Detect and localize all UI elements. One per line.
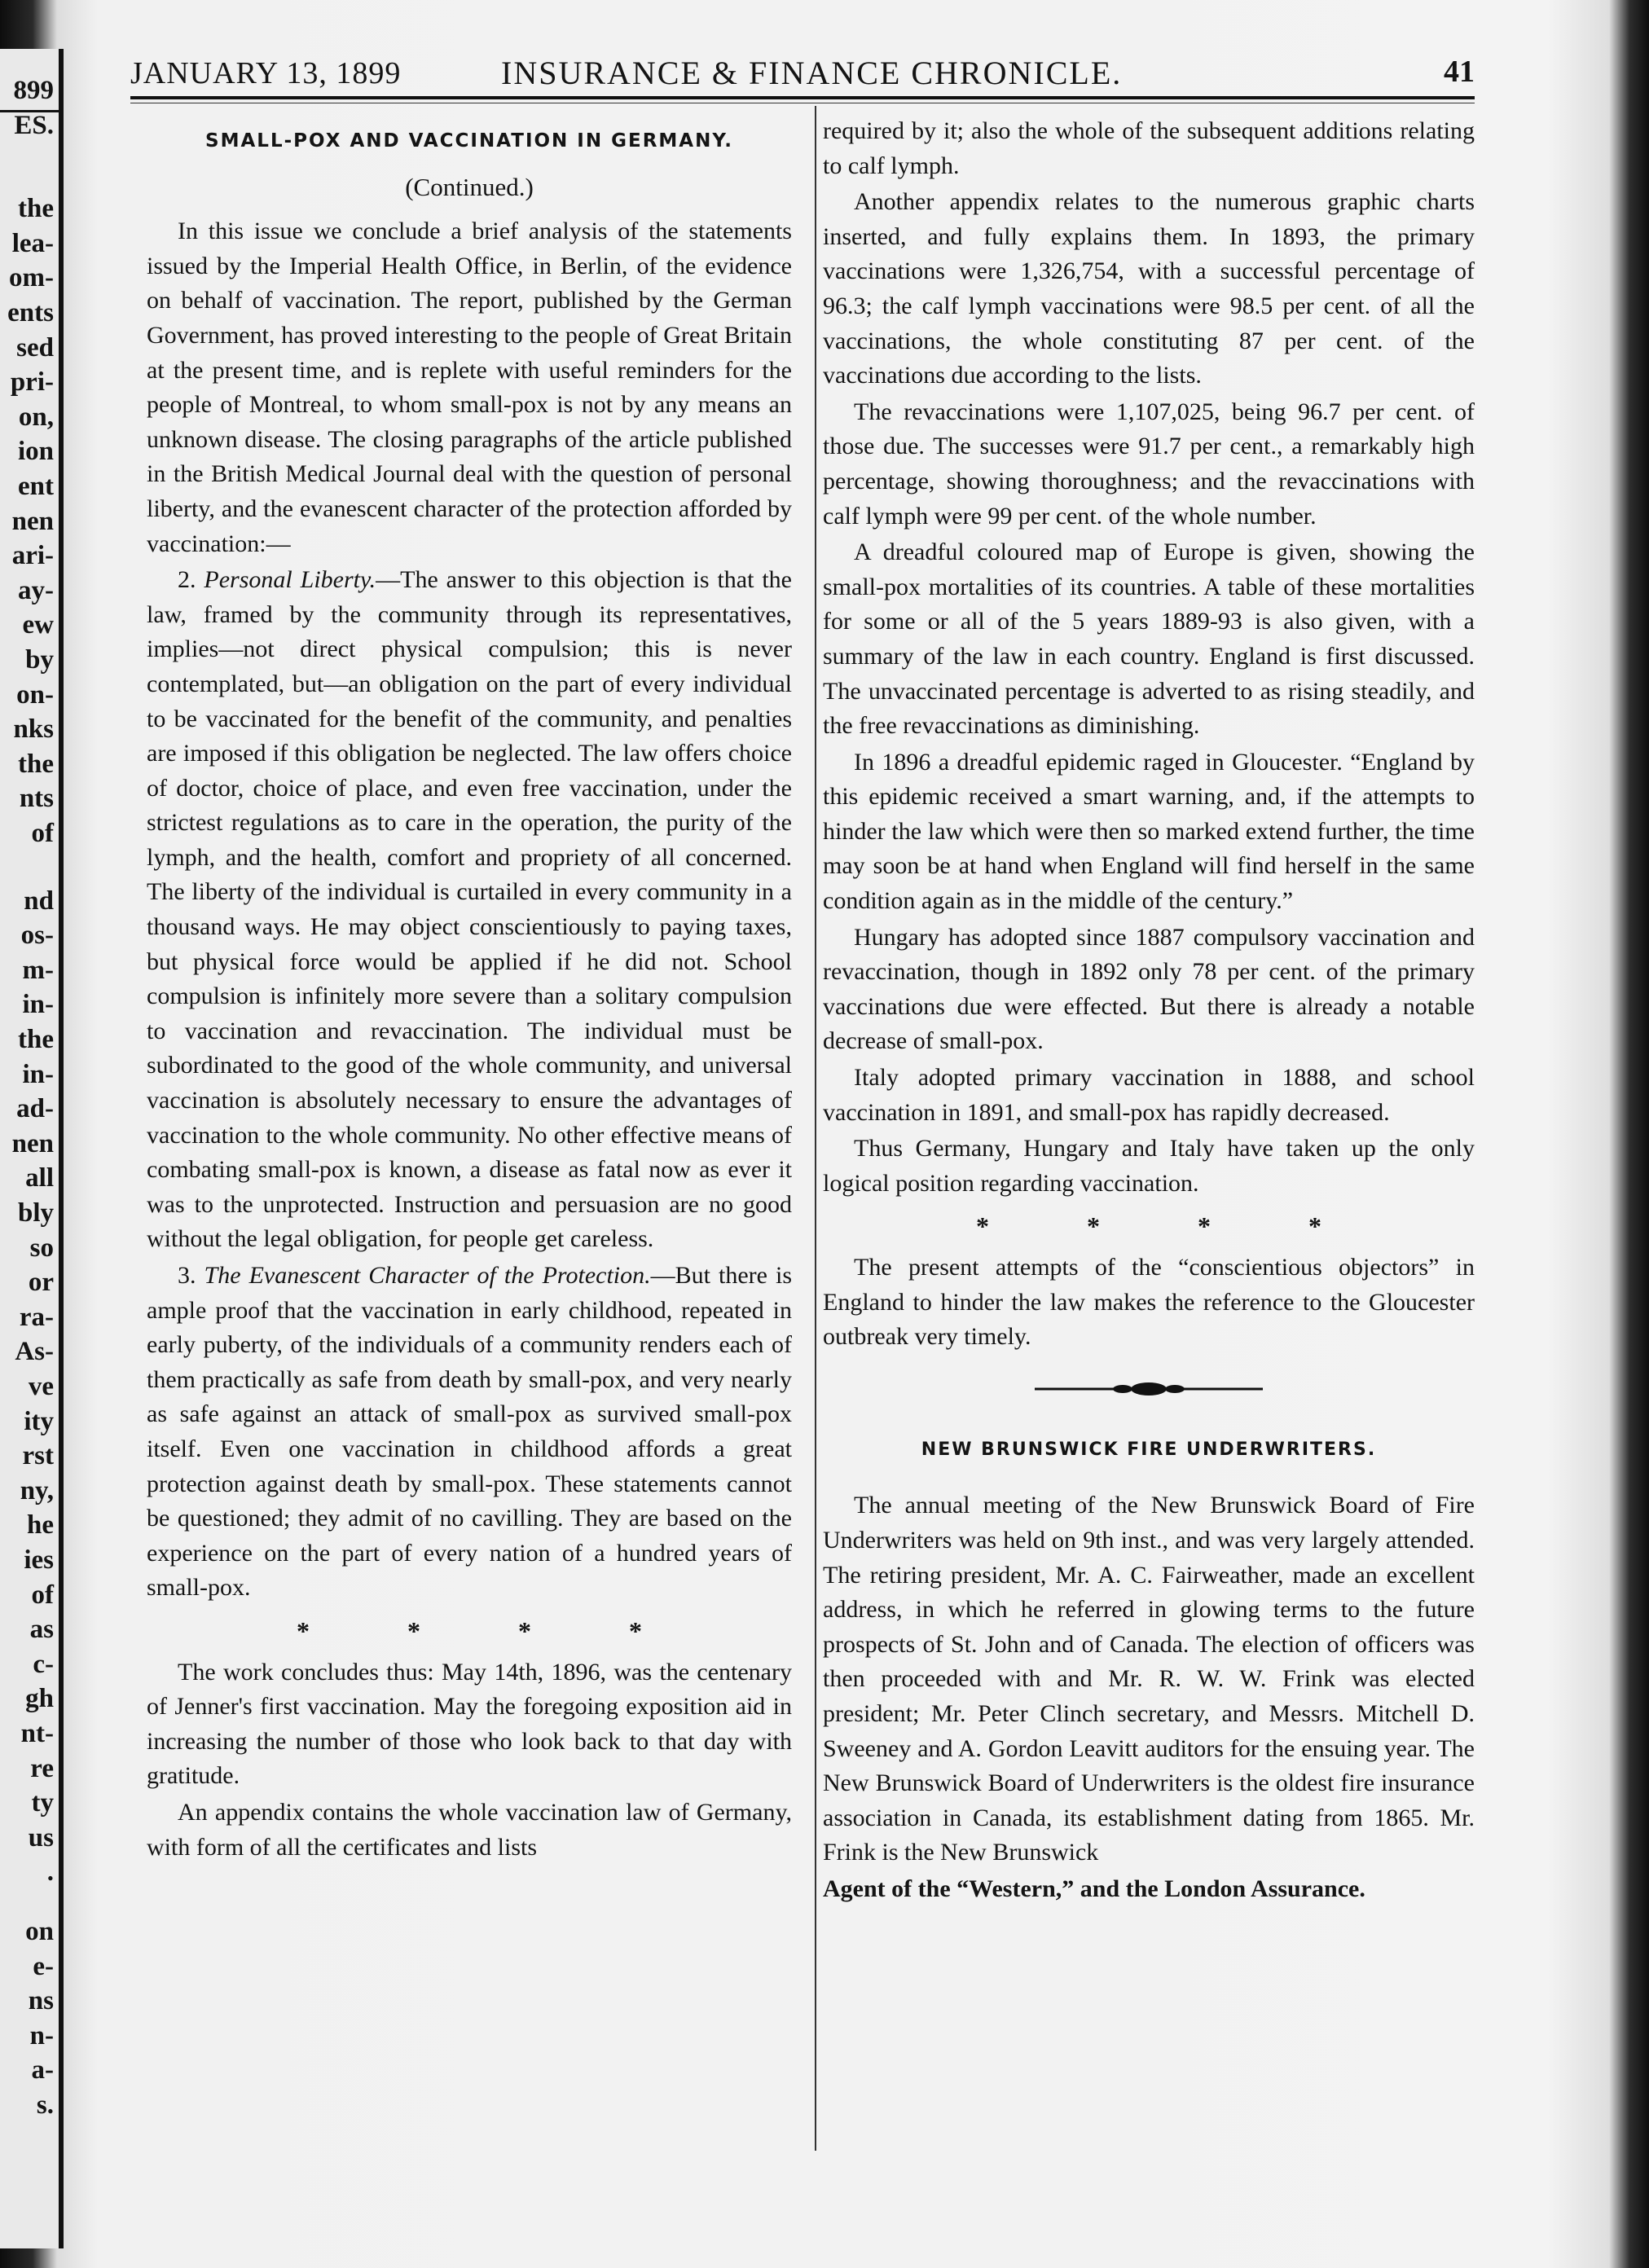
margin-fragment: in- <box>22 1059 54 1089</box>
margin-fragment: nen <box>11 506 54 536</box>
margin-fragment: ay- <box>18 575 54 605</box>
margin-fragment: om- <box>9 263 54 293</box>
paragraph: In 1896 a dreadful epidemic raged in Gloucester. “England by this epidemic received a smart warning, and, if the attempts to hinder the law which were then so marked extend further, the time may soon be at hand when England will find herself in the same condition again as in the middle of the century.” <box>823 748 1475 915</box>
section-break: * * * * <box>297 1615 642 1646</box>
paragraph: In this issue we conclude a brief analysis of the statements issued by the Imperial Health Office, in Berlin, of the evidence on behalf of vaccination. The report, published by the German Government, has proved interesting to the people of Great Britain at the present time, and is replete with useful reminders for the people of Montreal, to whom small-pox is not by any means an unknown disease. The closing paragraphs of the article published in the British Medical Journal deal with the question of personal liberty, and the evanescent character of the protection afforded by vaccination:— <box>147 218 792 557</box>
margin-fragment: nts <box>19 784 54 814</box>
margin-fragment: of <box>31 1580 54 1610</box>
header-date: JANUARY 13, 1899 <box>130 56 402 90</box>
paragraph: A dreadful coloured map of Europe is given, showing the small-pox mortalities of its countries. A table of these mortalities for some or all of the 5 years 1889-93 is also given, with a summary of the law in each country. England is first discussed. The unvaccinated percentage is adverted to as rising steadily, and the free revaccinations as diminishing. <box>823 538 1475 740</box>
margin-fragment: nt- <box>20 1719 54 1748</box>
paragraph: An appendix contains the whole vaccination law of Germany, with form of all the certificates and lists <box>147 1798 792 1861</box>
paragraph: The revaccinations were 1,107,025, being 96.7 per cent. of those due. The successes were 91.7 per cent., a remarkably high percentage, showing thoroughness; and the revaccinations with calf lymph were 99 per cent. of the whole number. <box>823 398 1475 530</box>
article-heading: NEW BRUNSWICK FIRE UNDERWRITERS. <box>921 1439 1377 1460</box>
margin-fragment: rst <box>22 1441 54 1471</box>
paragraph: The annual meeting of the New Brunswick Board of Fire Underwriters was held on 9th inst., and was very largely attended. The retiring president, Mr. A. C. Fairweather, made an excellent address, in which he referred in glowing terms to the future prospects of St. John and of Canada. The election of officers was then proceeded with and Mr. R. W. W. Frink was elected president; Mr. Peter Clinch secretary, and Messrs. Mitchell D. Sweeney and A. Gordon Leavitt auditors for the ensuing year. The New Brunswick Board of Underwriters is the oldest fire insurance association in Canada, its establishment dating from 1865. Mr. Frink is the New Brunswick <box>823 1492 1475 1866</box>
page-header <box>130 49 1475 98</box>
margin-fragment: in- <box>22 990 54 1020</box>
margin-fragment: ES. <box>14 110 54 140</box>
paragraph-text: —The answer to this objection is that the law, framed by the community through its representatives, implies—not direct physical compulsion; this is never contemplated, but—an obligation on the part of every individual to be vaccinated for the benefit of the community, and penalties are imposed if this obligation be neglected. The law offers choice of doctor, choice of place, and even free vaccination, under the strictest regulations as to care in the operation, the purity of the lymph, and the health, comfort and propriety of all concerned. The liberty of the individual is curtailed in every community in a thousand ways. He may object conscientiously to paying taxes, but physical force would be applied if he did not. School compulsion is infinitely more severe than a solitary compulsion to vaccination and revaccination. The individual must be subordinated to the good of the whole community, and universal vaccination is absolutely necessary to ensure the advantages of vaccination to the whole community. No other effective means of combating small-pox is known, a disease as fatal now as ever it was to the unprotected. Instruction and persuasion are no good without the legal obligation, for people get careless. <box>147 566 792 1253</box>
margin-fragment: or <box>28 1268 54 1298</box>
margin-fragment: as <box>29 1615 54 1645</box>
publication-title: INSURANCE & FINANCE CHRONICLE. <box>501 55 1123 91</box>
margin-fragment: ies <box>24 1545 54 1575</box>
section-number: 2. <box>178 566 196 594</box>
section-break: * * * * <box>976 1211 1321 1242</box>
previous-page-edge <box>0 49 64 2248</box>
section-title: The Evanescent Character of the Protection. <box>204 1262 651 1289</box>
margin-fragment: lea- <box>11 228 54 258</box>
margin-fragment: of <box>31 819 54 848</box>
margin-fragment: os- <box>20 921 54 951</box>
margin-fragment: ari- <box>11 541 54 571</box>
margin-fragment: c- <box>33 1649 54 1679</box>
margin-fragment: nks <box>13 714 54 745</box>
margin-fragment: by <box>25 645 54 675</box>
margin-fragment: ty <box>31 1788 54 1818</box>
margin-fragment: . <box>46 1857 54 1888</box>
ornamental-divider-icon <box>1027 1379 1271 1399</box>
left-column <box>147 114 792 1866</box>
margin-fragment: 899 <box>13 76 54 105</box>
section-number: 3. <box>178 1262 196 1289</box>
page-number: 41 <box>1444 55 1475 89</box>
margin-fragment: a- <box>31 2055 54 2086</box>
margin-fragment: the <box>18 749 54 779</box>
margin-fragment: on <box>25 1917 54 1946</box>
paragraph-text: —But there is ample proof that the vaccination in early childhood, repeated in early puberty, of the individuals of a community renders each of them practically as safe from death by small-pox, and very nearly as safe against an attack of small-pox as survived small-pox itself. Even one vaccination in childhood affords a great protection against death by small-pox. These statements cannot be questioned; they admit of no cavilling. They are based on the experience on the part of every nation of a hundred years of small-pox. <box>147 1262 792 1602</box>
margin-fragment: n- <box>29 2020 54 2050</box>
paragraph: The present attempts of the “conscientious objectors” in England to hinder the law makes the reference to the Gloucester outbreak very timely. <box>823 1254 1475 1351</box>
margin-fragment: ra- <box>19 1302 54 1332</box>
margin-fragment: the <box>18 194 54 224</box>
header-rule <box>130 96 1475 99</box>
margin-fragment: ity <box>24 1406 54 1436</box>
article-heading: SMALL-POX AND VACCINATION IN GERMANY. <box>205 130 733 152</box>
margin-fragment: on- <box>16 679 54 710</box>
margin-fragment: ny, <box>20 1475 54 1505</box>
margin-fragment: ad- <box>16 1094 54 1124</box>
margin-fragment: re <box>30 1753 54 1783</box>
margin-fragment: s. <box>36 2090 54 2120</box>
margin-fragment: As- <box>15 1337 54 1367</box>
margin-fragment: gh <box>25 1684 54 1714</box>
margin-fragment: ns <box>28 1986 54 2016</box>
paragraph: Thus Germany, Hungary and Italy have taken up the only logical position regarding vaccination. <box>823 1135 1475 1197</box>
margin-fragment: he <box>27 1510 54 1541</box>
margin-fragment: ents <box>7 298 54 327</box>
margin-fragment: sed <box>16 332 54 363</box>
margin-fragment: all <box>25 1163 54 1193</box>
margin-fragment: ve <box>28 1372 54 1401</box>
margin-fragment: so <box>29 1233 54 1263</box>
margin-fragment: m- <box>22 955 54 985</box>
margin-fragment: nen <box>11 1128 54 1158</box>
paragraph: Another appendix relates to the numerous graphic charts inserted, and fully explains them. In 1893, the primary vaccinations were 1,326,754, with a successful percentage of 96.3; the calf lymph vaccinations were 98.5 per cent. of all the vaccinations, the whole constituting 87 per cent. of the vaccinations due according to the lists. <box>823 188 1475 389</box>
article-subheading: (Continued.) <box>405 172 534 201</box>
margin-fragment: us <box>28 1822 54 1853</box>
section-title: Personal Liberty. <box>204 566 376 594</box>
paragraph: Agent of the “Western,” and the London Assurance. <box>823 1875 1365 1902</box>
column-divider <box>815 106 816 2151</box>
margin-fragment: nd <box>24 886 54 916</box>
margin-rule <box>0 110 59 112</box>
paragraph <box>147 563 792 1257</box>
paragraph <box>147 1259 792 1606</box>
paragraph: Hungary has adopted since 1887 compulsory vaccination and revaccination, though in 1892 only 78 per cent. of the primary vaccinations due were effected. But there is already a notable decrease of small-pox. <box>823 923 1475 1055</box>
right-column <box>823 114 1475 1909</box>
margin-fragment: ew <box>22 610 54 640</box>
paragraph: Italy adopted primary vaccination in 1888, and school vaccination in 1891, and small-pox has rapidly decreased. <box>823 1064 1475 1126</box>
margin-fragment: e- <box>33 1951 54 1981</box>
paragraph: required by it; also the whole of the subsequent additions relating to calf lymph. <box>823 117 1475 179</box>
margin-fragment: ent <box>18 472 54 501</box>
margin-fragment: ion <box>17 437 54 467</box>
margin-fragment: pri- <box>10 367 54 398</box>
paragraph: The work concludes thus: May 14th, 1896, was the centenary of Jenner's first vaccination. May the foregoing exposition aid in increasing the number of those who look back to that day with gratitude. <box>147 1658 792 1790</box>
margin-fragment: bly <box>17 1198 54 1228</box>
margin-fragment: the <box>18 1025 54 1054</box>
margin-fragment: on, <box>18 402 54 432</box>
